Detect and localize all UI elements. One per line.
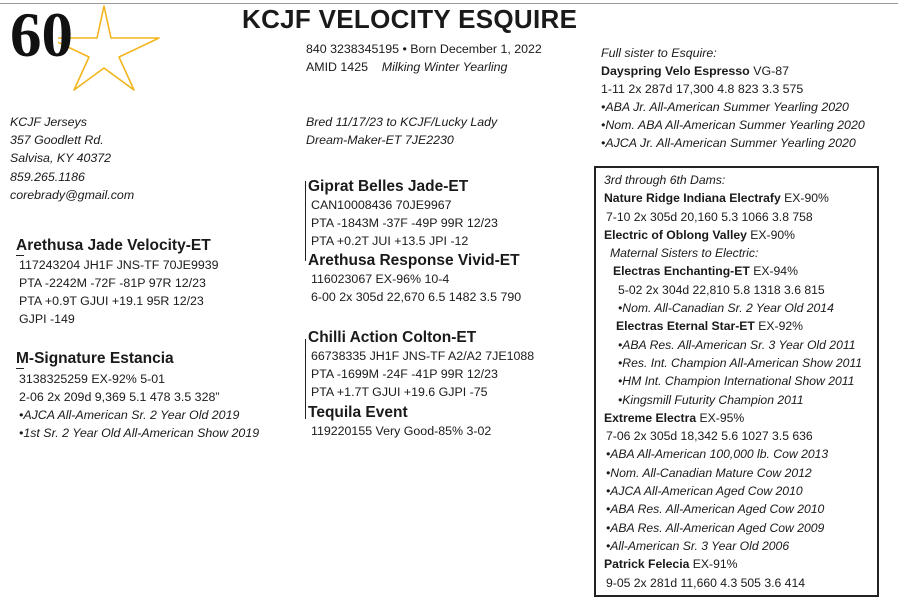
dams-box-content <box>604 171 862 592</box>
dam3-name: Nature Ridge Indiana Electrafy <box>604 191 781 206</box>
sis1-name: Electras Enchanting-ET <box>613 264 750 279</box>
dam3-record: 7-10 2x 305d 20,160 5.3 1066 3.8 758 <box>606 209 813 224</box>
animal-name: KCJF VELOCITY ESQUIRE <box>242 4 578 34</box>
sire-dam-info <box>311 270 521 306</box>
full-sister-honor: •ABA Jr. All-American Summer Yearling 2020 <box>601 100 849 114</box>
sire-sire-name: Giprat Belles Jade-ET <box>308 178 469 195</box>
full-sister-honor: •Nom. ABA All-American Summer Yearling 2020 <box>601 118 865 132</box>
sire-line: 117243204 JH1F JNS-TF 70JE9939 <box>19 258 219 272</box>
dam4-title <box>604 226 862 244</box>
dam5-honor: •ABA Res. All-American Aged Cow 2010 <box>606 502 825 517</box>
dam3-title <box>604 189 862 207</box>
dam5-honor: •All-American Sr. 3 Year Old 2006 <box>606 538 790 553</box>
sire-line: PTA +0.9T GJUI +19.1 95R 12/23 <box>19 294 204 308</box>
consignor-email: corebrady@gmail.com <box>10 187 135 202</box>
consignor-phone: 859.265.1186 <box>10 169 85 184</box>
consignor-name: KCJF Jerseys <box>10 115 87 129</box>
sis2-name: Electras Eternal Star-ET <box>616 319 755 334</box>
sire-name: Arethusa Jade Velocity-ET <box>16 237 211 254</box>
dam5-honor: •AJCA All-American Aged Cow 2010 <box>606 484 803 499</box>
sis1-title <box>604 262 862 280</box>
star-icon <box>58 2 162 94</box>
dam-sire-name: Chilli Action Colton-ET <box>308 329 477 346</box>
dam-info <box>19 370 259 442</box>
dam-name: M-Signature Estancia <box>16 350 174 367</box>
full-sister-name: Dayspring Velo Espresso <box>601 64 750 78</box>
dam5-honor: •Nom. All-Canadian Mature Cow 2012 <box>606 465 812 480</box>
sis2-honor: •Kingsmill Futurity Champion 2011 <box>618 392 804 407</box>
dam5-title <box>604 409 862 427</box>
dam6-title <box>604 555 862 573</box>
dam-sire-line: 66738335 JH1F JNS-TF A2/A2 7JE1088 <box>311 349 535 363</box>
dam-line: 3138325259 EX-92% 5-01 <box>19 372 166 386</box>
dam-sire-line: PTA -1699M -24F -41P 99R 12/23 <box>311 367 498 381</box>
dam-dam-info <box>311 422 491 440</box>
dam5-honor: •ABA All-American 100,000 lb. Cow 2013 <box>606 447 829 462</box>
sire-sire-line: PTA +0.2T JUI +13.5 JPI -12 <box>311 234 469 248</box>
dam-dam-name: Tequila Event <box>308 404 408 421</box>
amid: AMID 1425 <box>306 60 368 74</box>
sire-bracket <box>305 181 306 261</box>
breeding-block <box>306 113 497 149</box>
sire-line: GJPI -149 <box>19 312 75 326</box>
full-sister-title <box>601 62 865 80</box>
dam-sire-info <box>311 347 534 401</box>
sis2-score: EX-92% <box>758 319 803 334</box>
maternal-heading: Maternal Sisters to Electric: <box>610 246 759 261</box>
sire-dam-line: 6-00 2x 305d 22,670 6.5 1482 3.5 790 <box>311 290 522 304</box>
registration-line: 840 3238345195 • Born December 1, 2022 <box>306 42 542 56</box>
consignor-block <box>10 113 134 204</box>
dam6-record: 9-05 2x 281d 11,660 4.3 505 3.6 414 <box>606 575 806 590</box>
dam-sire-line: PTA +1.7T GJUI +19.6 GJPI -75 <box>311 385 488 399</box>
sis1-honor: •Nom. All-Canadian Sr. 2 Year Old 2014 <box>618 301 834 316</box>
sire-sire-line: CAN10008436 70JE9967 <box>311 198 452 212</box>
full-sister-block <box>601 44 865 152</box>
sis2-honor: •ABA Res. All-American Sr. 3 Year Old 2011 <box>618 337 856 352</box>
dam6-score: EX-91% <box>692 557 738 572</box>
dam5-score: EX-95% <box>699 410 745 425</box>
sire-dam-name: Arethusa Response Vivid-ET <box>308 252 520 269</box>
breeding-line2: Dream-Maker-ET 7JE2230 <box>306 133 454 147</box>
sire-sire-line: PTA -1843M -37F -49P 99R 12/23 <box>311 216 498 230</box>
dam5-name: Extreme Electra <box>604 410 697 425</box>
full-sister-heading: Full sister to Esquire: <box>601 46 717 60</box>
dam3-score: EX-90% <box>784 191 829 206</box>
dam-bracket <box>305 339 306 419</box>
dam6-name: Patrick Felecia <box>604 557 690 572</box>
sis2-honor: •Res. Int. Champion All-American Show 2011 <box>618 355 863 370</box>
sire-sire-info <box>311 196 498 250</box>
full-sister-record: 1-11 2x 287d 17,300 4.8 823 3.3 575 <box>601 82 804 96</box>
dams-heading: 3rd through 6th Dams: <box>604 173 726 187</box>
sire-line: PTA -2242M -72F -81P 97R 12/23 <box>19 276 206 290</box>
sis2-title <box>604 317 862 335</box>
dam4-name: Electric of Oblong Valley <box>604 227 747 242</box>
amid-line <box>306 58 507 76</box>
dam-honor: •AJCA All-American Sr. 2 Year Old 2019 <box>19 408 240 422</box>
full-sister-score: VG-87 <box>753 64 790 78</box>
sire-info <box>19 256 219 328</box>
consignor-address1: 357 Goodlett Rd. <box>10 133 104 148</box>
dam-dam-line: 119220155 Very Good-85% 3-02 <box>311 424 492 438</box>
breeding-line1: Bred 11/17/23 to KCJF/Lucky Lady <box>306 115 498 129</box>
sis1-score: EX-94% <box>753 264 798 279</box>
consignor-address2: Salvisa, KY 40372 <box>10 151 112 166</box>
sis2-honor: •HM Int. Champion International Show 2011 <box>618 374 855 389</box>
sire-connector <box>16 255 24 256</box>
sis1-record: 5-02 2x 304d 22,810 5.8 1318 3.6 815 <box>618 282 825 297</box>
full-sister-honor: •AJCA Jr. All-American Summer Yearling 2020 <box>601 136 856 150</box>
dam4-score: EX-90% <box>750 227 796 242</box>
dam5-record: 7-06 2x 305d 18,342 5.6 1027 3.5 636 <box>606 429 813 444</box>
dam-connector <box>16 368 24 369</box>
sale-class: Milking Winter Yearling <box>381 60 508 74</box>
sire-dam-line: 116023067 EX-96% 10-4 <box>311 272 450 286</box>
dam5-honor: •ABA Res. All-American Aged Cow 2009 <box>606 520 825 535</box>
lot-number: 60 <box>10 0 73 70</box>
dam-honor: •1st Sr. 2 Year Old All-American Show 2019 <box>19 426 260 440</box>
dam-line: 2-06 2x 209d 9,369 5.1 478 3.5 328” <box>19 390 220 404</box>
